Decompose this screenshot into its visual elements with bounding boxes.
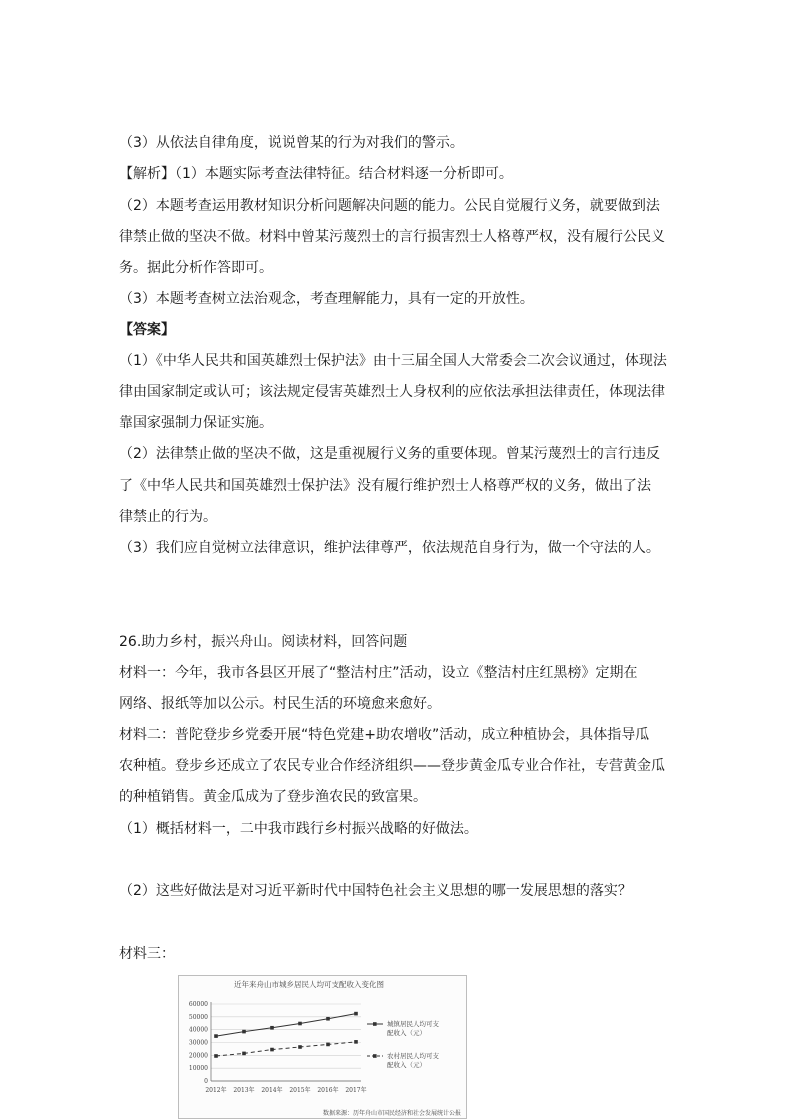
legend-marker-1: [373, 1022, 377, 1026]
income-chart: [178, 975, 467, 1119]
x-tick-label: 2015年: [289, 1087, 311, 1094]
legend-label-1-cont: 配收入（元）: [387, 1029, 426, 1037]
analysis-line-2: （2）本题考查运用教材知识分析问题解决问题的能力。公民自觉履行义务，就要做到法: [119, 198, 660, 214]
data-point: [326, 1017, 330, 1021]
material-3-label: 材料三：: [119, 946, 175, 962]
data-point: [298, 1045, 302, 1049]
material-2-line-3: 的种植销售。黄金瓜成为了登步渔农民的致富果。: [119, 789, 427, 805]
legend-label-2: 农村居民人均可支: [387, 1052, 439, 1060]
data-point: [214, 1034, 218, 1038]
x-tick-label: 2013年: [233, 1087, 255, 1094]
x-tick-label: 2012年: [205, 1087, 227, 1094]
y-tick-label: 50000: [188, 1013, 208, 1021]
y-tick-label: 60000: [188, 1001, 208, 1008]
question-26-title: 26.助力乡村，振兴舟山。阅读材料，回答问题: [119, 634, 408, 650]
data-point: [298, 1022, 302, 1026]
legend-label-2-cont: 配收入（元）: [387, 1061, 426, 1069]
chart-source: 数据来源：历年舟山市国民经济和社会发展统计公报: [322, 1110, 461, 1117]
chart-title: 近年来舟山市城乡居民人均可支配收入变化图: [234, 980, 384, 989]
legend-marker-2: [373, 1054, 377, 1058]
data-point: [242, 1030, 246, 1034]
y-tick-label: 0: [204, 1078, 208, 1085]
data-point: [270, 1048, 274, 1052]
answer-line-5: 了《中华人民共和国英雄烈士保护法》没有履行维护烈士人格尊严权的义务，做出了法: [119, 478, 651, 494]
answer-line-3: 靠国家强制力保证实施。: [119, 415, 273, 431]
sub-question-1: （1）概括材料一，二中我市践行乡村振兴战略的好做法。: [119, 821, 478, 837]
material-1-line-1: 材料一：今年，我市各县区开展了“整洁村庄”活动，设立《整洁村庄红黑榜》定期在: [119, 665, 638, 681]
y-tick-label: 30000: [188, 1039, 208, 1047]
answer-line-2: 律由国家制定或认可；该法规定侵害英雄烈士人身权利的应依法承担法律责任，体现法律: [119, 384, 665, 400]
x-tick-label: 2014年: [261, 1087, 283, 1094]
data-point: [354, 1012, 358, 1016]
answer-heading: 【答案】: [119, 322, 175, 338]
data-point: [214, 1054, 218, 1058]
sub-question-2: （2）这些好做法是对习近平新时代中国特色社会主义思想的哪一发展思想的落实？: [119, 883, 632, 899]
material-2-line-2: 农种植。登步乡还成立了农民专业合作经济组织——登步黄金瓜专业合作社，专营黄金瓜: [119, 758, 665, 774]
material-2-line-1: 材料二：普陀登步乡党委开展“特色党建+助农增收”活动，成立种植协会，具体指导瓜: [119, 727, 650, 743]
answer-line-7: （3）我们应自觉树立法律意识，维护法律尊严，依法规范自身行为，做一个守法的人。: [119, 540, 660, 556]
data-point: [242, 1052, 246, 1056]
analysis-line-3: 律禁止做的坚决不做。材料中曾某污蔑烈士的言行损害烈士人格尊严权，没有履行公民义: [119, 229, 665, 245]
data-point: [270, 1026, 274, 1030]
income-chart-svg: [179, 976, 466, 1118]
data-point: [354, 1040, 358, 1044]
x-tick-label: 2017年: [345, 1087, 367, 1094]
answer-line-6: 律禁止的行为。: [119, 509, 217, 525]
data-point: [326, 1043, 330, 1047]
material-1-line-2: 网络、报纸等加以公示。村民生活的环境愈来愈好。: [119, 696, 441, 712]
series-line-2: [216, 1042, 356, 1056]
legend-label-1: 城镇居民人均可支: [387, 1020, 439, 1028]
answer-line-1: （1）《中华人民共和国英雄烈士保护法》由十三届全国人大常委会二次会议通过，体现法: [119, 353, 667, 369]
x-tick-label: 2016年: [317, 1087, 339, 1094]
analysis-line-4: 务。据此分析作答即可。: [119, 260, 273, 276]
answer-line-4: （2）法律禁止做的坚决不做，这是重视履行义务的重要体现。曾某污蔑烈士的言行违反: [119, 446, 660, 462]
y-tick-label: 20000: [188, 1052, 208, 1060]
y-tick-label: 40000: [188, 1026, 208, 1034]
question-3-text: （3）从依法自律角度，说说曾某的行为对我们的警示。: [119, 135, 464, 151]
analysis-line-1: 【解析】（1）本题实际考查法律特征。结合材料逐一分析即可。: [119, 166, 513, 182]
analysis-line-5: （3）本题考查树立法治观念，考查理解能力，具有一定的开放性。: [119, 291, 534, 307]
y-tick-label: 10000: [188, 1065, 208, 1073]
